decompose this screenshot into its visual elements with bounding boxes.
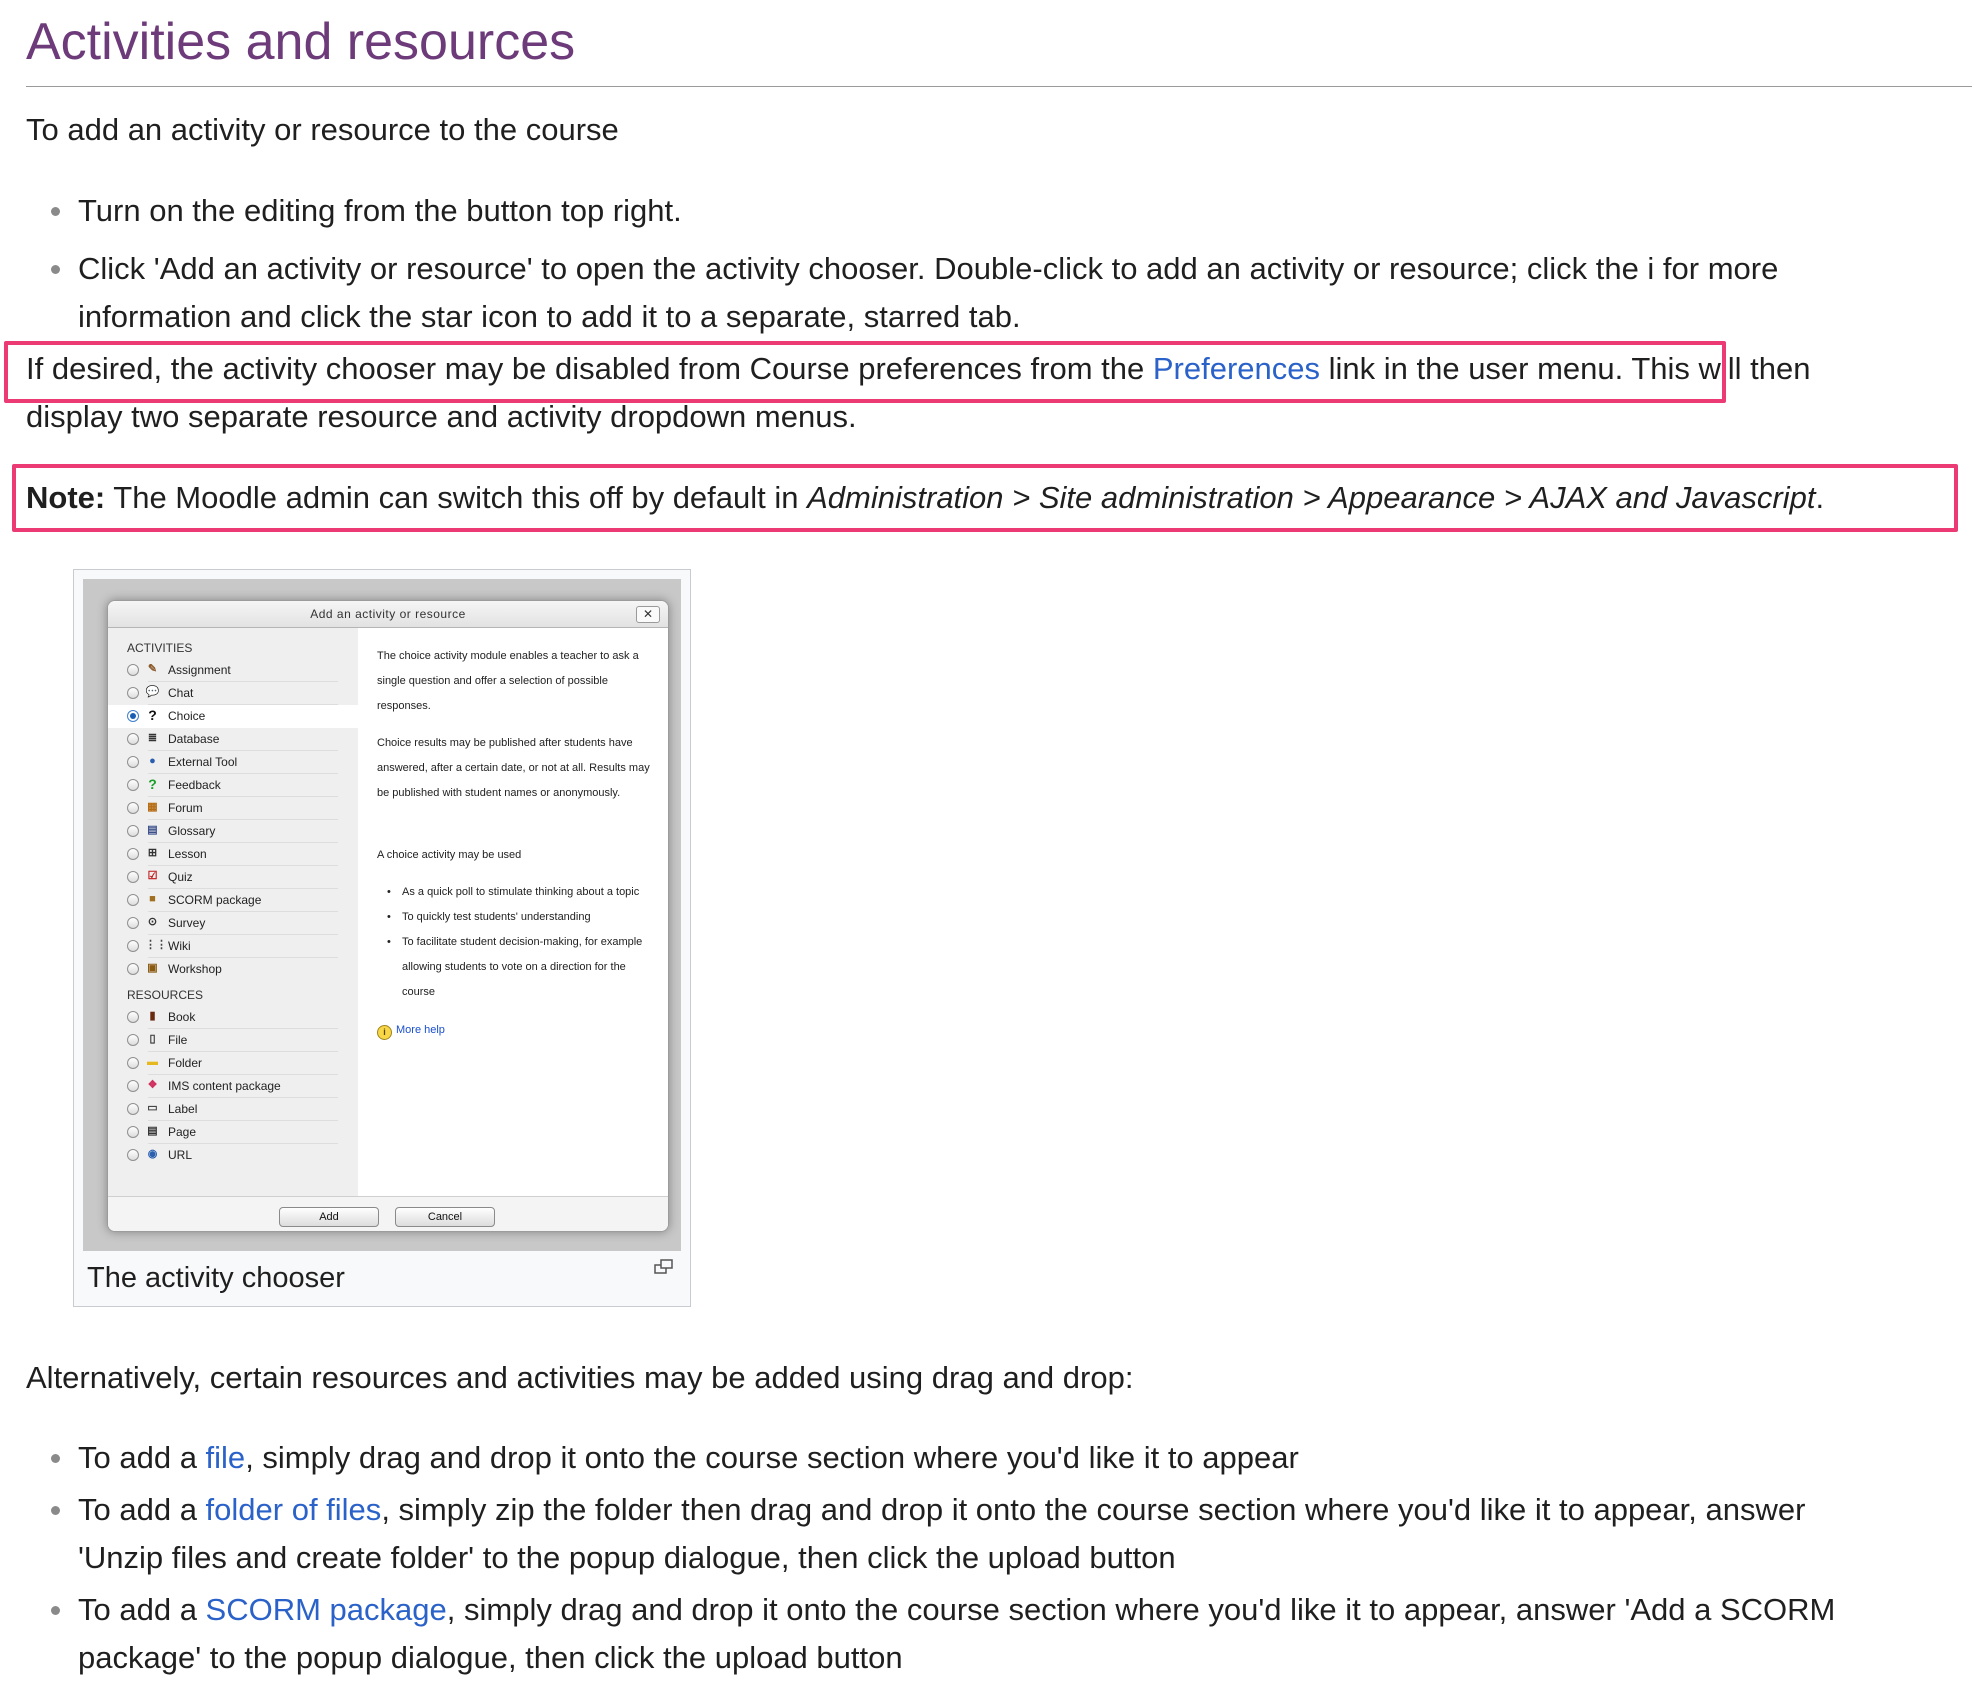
radio-button[interactable] (127, 779, 139, 791)
label-icon: ▭ (147, 1102, 158, 1114)
activity-chooser-dialog (107, 600, 669, 1232)
option-assignment[interactable] (108, 659, 358, 682)
lesson-icon: ⊞ (147, 847, 158, 859)
option-folder[interactable] (108, 1052, 358, 1075)
more-help-label: More help (396, 1024, 445, 1036)
list-item: • As a quick poll to stimulate thinking about a topic (377, 880, 657, 905)
description-text: Choice results may be published after students have answered, after a certain date, or not at all. Results may be published with student names or anonymously. (377, 737, 650, 799)
option-label: Choice (168, 709, 206, 723)
cancel-button[interactable]: Cancel (395, 1207, 495, 1227)
dialog-footer (108, 1196, 668, 1232)
item-text: , simply drag and drop it onto the course section where you'd like it to appear, answer 'Add a SCORM (446, 1592, 1836, 1627)
description-text: A choice activity may be used (377, 849, 522, 861)
option-label: Feedback (168, 778, 221, 792)
option-book[interactable] (108, 1006, 358, 1029)
dnd-intro: Alternatively, certain resources and activities may be added using drag and drop: (26, 1360, 1134, 1395)
pref-text: If desired, the activity chooser may be disabled from Course preferences from the (26, 351, 1153, 386)
radio-button[interactable] (127, 1126, 139, 1138)
pref-text-line2: display two separate resource and activity dropdown menus. (26, 399, 857, 434)
option-forum[interactable] (108, 797, 358, 820)
radio-button[interactable] (127, 1057, 139, 1069)
option-label: Survey (168, 916, 206, 930)
item-text: , simply zip the folder then drag and drop it onto the course section where you'd like it to appear, answer (381, 1492, 1806, 1527)
option-label: Lesson (168, 847, 207, 861)
option-label: Chat (168, 686, 194, 700)
globe-icon: ● (149, 755, 156, 767)
step-text-cont: information and click the star icon to add it to a separate, starred tab. (78, 299, 1021, 334)
option-label: IMS content package (168, 1079, 281, 1093)
option-lesson[interactable] (108, 843, 358, 866)
option-url[interactable] (108, 1144, 358, 1167)
note-end: . (1815, 480, 1825, 515)
workshop-icon: ▣ (147, 962, 158, 974)
figure-thumbnail (73, 569, 691, 1307)
option-glossary[interactable] (108, 820, 358, 843)
option-feedback[interactable] (108, 774, 358, 797)
note-paragraph (26, 474, 1956, 522)
steps-list (26, 187, 1926, 341)
option-label: URL (168, 1148, 193, 1162)
option-label: Book (168, 1010, 196, 1024)
survey-icon: ⊙ (147, 916, 158, 928)
option-label: File (168, 1033, 188, 1047)
page-title: Activities and resources (26, 13, 576, 71)
forum-icon: ▦ (147, 801, 158, 813)
package-icon: ■ (149, 893, 156, 905)
preferences-paragraph (26, 345, 1956, 441)
option-page[interactable] (108, 1121, 358, 1144)
option-label: Page (168, 1125, 197, 1139)
list-item: • To quickly test students' understanding (377, 905, 657, 930)
radio-button[interactable] (127, 756, 139, 768)
option-label: External Tool (168, 755, 238, 769)
radio-button[interactable] (127, 1011, 139, 1023)
file-link[interactable]: file (205, 1440, 246, 1475)
glossary-icon: ▤ (147, 824, 158, 836)
book-icon: ▮ (149, 1010, 156, 1022)
radio-button[interactable] (127, 1149, 139, 1161)
option-label: Quiz (168, 870, 193, 884)
option-scorm-package[interactable] (108, 889, 358, 912)
item-text: To add a (78, 1492, 206, 1527)
option-label: Assignment (168, 663, 231, 677)
list-item: Turn on the editing from the button top right. (26, 187, 1926, 235)
list-item (26, 1434, 1956, 1482)
item-text: To add a (78, 1440, 206, 1475)
option-wiki[interactable] (108, 935, 358, 958)
ims-package-icon: ❖ (147, 1079, 158, 1091)
enlarge-icon[interactable] (654, 1258, 674, 1276)
option-external-tool[interactable] (108, 751, 358, 774)
activities-heading: ACTIVITIES (127, 641, 193, 655)
radio-button-selected[interactable] (127, 710, 139, 722)
description-text: The choice activity module enables a teacher to ask a single question and offer a selection of possible responses. (377, 650, 639, 712)
wiki-icon: ⋮⋮ (145, 939, 167, 951)
assignment-icon: ✎ (147, 663, 158, 675)
option-label: Folder (168, 1056, 203, 1070)
module-list (108, 628, 358, 1196)
url-icon: ◉ (147, 1148, 158, 1160)
list-item: • To facilitate student decision-making, for example allowing students to vote on a direction for the course (377, 930, 657, 1005)
dialog-title: Add an activity or resource (108, 601, 668, 628)
option-database[interactable] (108, 728, 358, 751)
radio-button[interactable] (127, 825, 139, 837)
option-choice[interactable] (108, 705, 358, 728)
item-text: , simply drag and drop it onto the course section where you'd like it to appear (245, 1440, 1299, 1475)
item-text-cont: package' to the popup dialogue, then click the upload button (78, 1640, 903, 1675)
radio-button[interactable] (127, 917, 139, 929)
radio-button[interactable] (127, 1080, 139, 1092)
radio-button[interactable] (127, 871, 139, 883)
radio-button[interactable] (127, 848, 139, 860)
choice-icon: ? (148, 707, 157, 723)
option-label-text: Label (168, 1102, 198, 1116)
step-text: Click 'Add an activity or resource' to open the activity chooser. Double-click to add an activity or resource; click the i for more (78, 251, 1779, 286)
option-label: Wiki (168, 939, 191, 953)
option-ims-content-package[interactable] (108, 1075, 358, 1098)
uses-list (377, 880, 657, 1005)
pref-text-after: link in the user menu. (1320, 351, 1624, 386)
note-path: Administration > Site administration > Appearance > AJAX and Javascript (807, 480, 1816, 515)
dialog-close-button[interactable]: ✕ (636, 606, 660, 623)
list-item (26, 1486, 1956, 1582)
database-icon: ≣ (147, 732, 158, 744)
activity-chooser-screenshot[interactable] (83, 579, 681, 1251)
resources-heading: RESOURCES (127, 988, 204, 1002)
folder-of-files-link[interactable]: folder of files (205, 1492, 382, 1527)
preferences-link[interactable]: Preferences (1152, 351, 1320, 386)
scorm-package-link[interactable]: SCORM package (205, 1592, 447, 1627)
option-label: Forum (168, 801, 203, 815)
radio-button[interactable] (127, 687, 139, 699)
folder-icon: ▬ (147, 1056, 158, 1068)
feedback-icon: ? (148, 776, 157, 792)
option-label: SCORM package (168, 893, 262, 907)
item-text-cont: 'Unzip files and create folder' to the popup dialogue, then click the upload button (78, 1540, 1176, 1575)
radio-button[interactable] (127, 1103, 139, 1115)
radio-button[interactable] (127, 940, 139, 952)
dnd-list (26, 1434, 1956, 1682)
list-item (26, 245, 1926, 341)
info-icon: i (377, 1025, 392, 1040)
chat-icon: 💬 (145, 686, 160, 698)
option-chat[interactable] (108, 682, 358, 705)
radio-button[interactable] (127, 894, 139, 906)
more-help-link[interactable] (377, 1024, 445, 1040)
radio-button[interactable] (127, 733, 139, 745)
radio-button[interactable] (127, 664, 139, 676)
option-label: Database (168, 732, 220, 746)
quiz-icon: ☑ (147, 870, 158, 882)
radio-button[interactable] (127, 802, 139, 814)
note-label: Note: (26, 480, 106, 515)
option-label: Workshop (168, 962, 222, 976)
radio-button[interactable] (127, 963, 139, 975)
pref-text-rest: This will then (1631, 351, 1811, 386)
item-text: To add a (78, 1592, 206, 1627)
list-item (26, 1586, 1956, 1682)
radio-button[interactable] (127, 1034, 139, 1046)
add-button[interactable]: Add (279, 1207, 379, 1227)
module-description (359, 628, 668, 1196)
option-quiz[interactable] (108, 866, 358, 889)
file-icon: ▯ (149, 1033, 156, 1045)
figure-caption: The activity chooser (87, 1262, 345, 1294)
note-text: The Moodle admin can switch this off by default in (105, 480, 808, 515)
option-file[interactable] (108, 1029, 358, 1052)
intro-text: To add an activity or resource to the course (26, 112, 619, 147)
title-divider (26, 86, 1972, 87)
option-workshop[interactable] (108, 958, 358, 981)
option-survey[interactable] (108, 912, 358, 935)
option-label[interactable] (108, 1098, 358, 1121)
page-icon: ▤ (147, 1125, 158, 1137)
option-label: Glossary (168, 824, 216, 838)
